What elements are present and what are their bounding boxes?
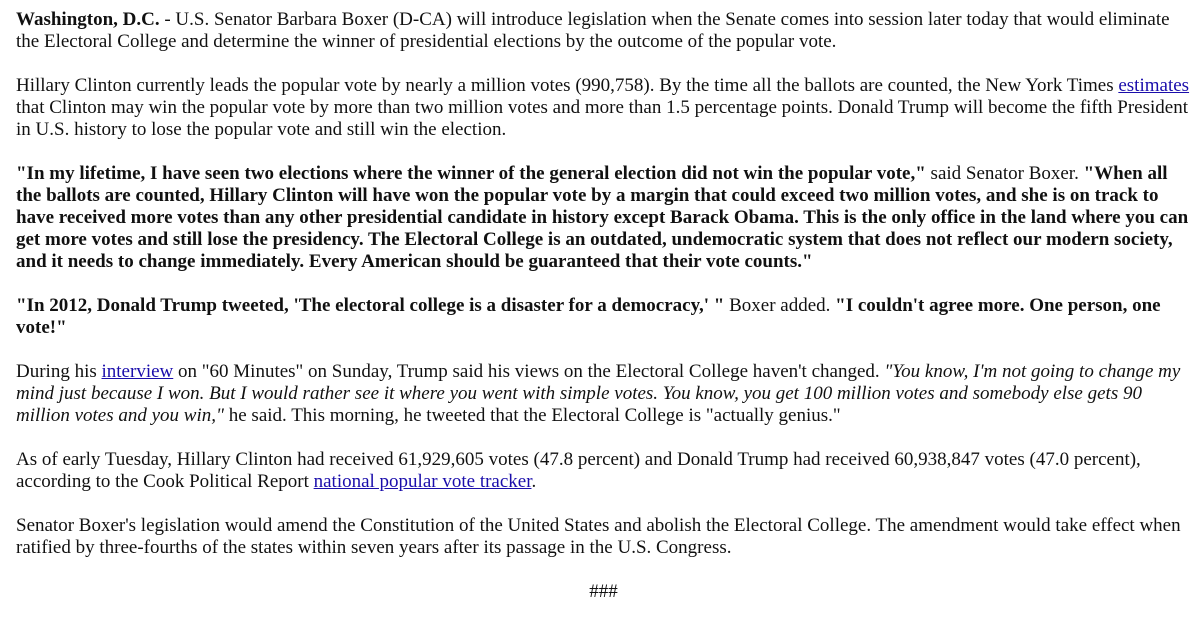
vote-tracker-link[interactable]: national popular vote tracker: [313, 471, 532, 492]
interview-link[interactable]: interview: [101, 361, 174, 382]
boxer-agree-quote: "I couldn't agree more. One person, one vote!": [16, 295, 1161, 338]
trump-tweet-paragraph: [16, 295, 1191, 339]
popular-vote-paragraph: [16, 75, 1191, 141]
estimates-link[interactable]: estimates: [1118, 75, 1190, 96]
trump-interview-quote: "You know, I'm not going to change my mind just because I won. But I would rather see it where you went with simple votes. You know, you get 100 million votes and somebody else gets 90 million votes and you win,": [16, 361, 1181, 426]
dateline: Washington, D.C.: [16, 9, 160, 30]
legislation-paragraph: Senator Boxer's legislation would amend the Constitution of the United States and abolish the Electoral College. The amendment would take effect when ratified by three-fourths of the states within seven years after its passage in the U.S. Congress.: [16, 515, 1181, 558]
popular-vote-text-1: Hillary Clinton currently leads the popular vote by nearly a million votes (990,758). By the time all the ballots are counted, the New York Times: [16, 75, 1119, 96]
vote-count-paragraph: [16, 449, 1191, 493]
interview-text-2: on "60 Minutes" on Sunday, Trump said his views on the Electoral College haven't changed.: [173, 361, 885, 382]
interview-paragraph: [16, 361, 1191, 427]
vote-count-period: .: [531, 471, 537, 492]
boxer-quote-2: "When all the ballots are counted, Hillary Clinton will have won the popular vote by a margin that could exceed two million votes, and she is on track to have received more votes than any other presidential candidate in history except Barack Obama. This is the only office in the land where you can get more votes and still lose the presidency. The Electoral College is an outdated, undemocratic system that does not reflect our modern society, and it needs to change immediately. Every American should be guaranteed that their vote counts.": [16, 163, 1189, 272]
trump-tweet-quote: "In 2012, Donald Trump tweeted, 'The electoral college is a disaster for a democracy,' ": [16, 295, 725, 316]
boxer-added: Boxer added.: [724, 295, 836, 316]
end-mark: ###: [589, 581, 618, 602]
boxer-quote-paragraph: [16, 163, 1191, 273]
press-release-body: [16, 9, 1191, 625]
interview-text-3: he said. This morning, he tweeted that the Electoral College is "actually genius.": [224, 405, 841, 426]
intro-text: - U.S. Senator Barbara Boxer (D-CA) will introduce legislation when the Senate comes into session later today that would eliminate the Electoral College and determine the winner of presidential elections by the outcome of the popular vote.: [16, 9, 1170, 52]
popular-vote-text-2: that Clinton may win the popular vote by more than two million votes and more than 1.5 percentage points. Donald Trump will become the fifth President in U.S. history to lose the popular vote and still win the election.: [16, 97, 1188, 140]
vote-count-text: As of early Tuesday, Hillary Clinton had received 61,929,605 votes (47.8 percent) and Donald Trump had received 60,938,847 votes (47.0 percent), according to the Cook Political Report: [16, 449, 1141, 492]
interview-text-1: During his: [16, 361, 102, 382]
intro-paragraph: [16, 9, 1191, 53]
boxer-attribution: said Senator Boxer.: [925, 163, 1084, 184]
boxer-quote-1: "In my lifetime, I have seen two elections where the winner of the general election did not win the popular vote,": [16, 163, 926, 184]
